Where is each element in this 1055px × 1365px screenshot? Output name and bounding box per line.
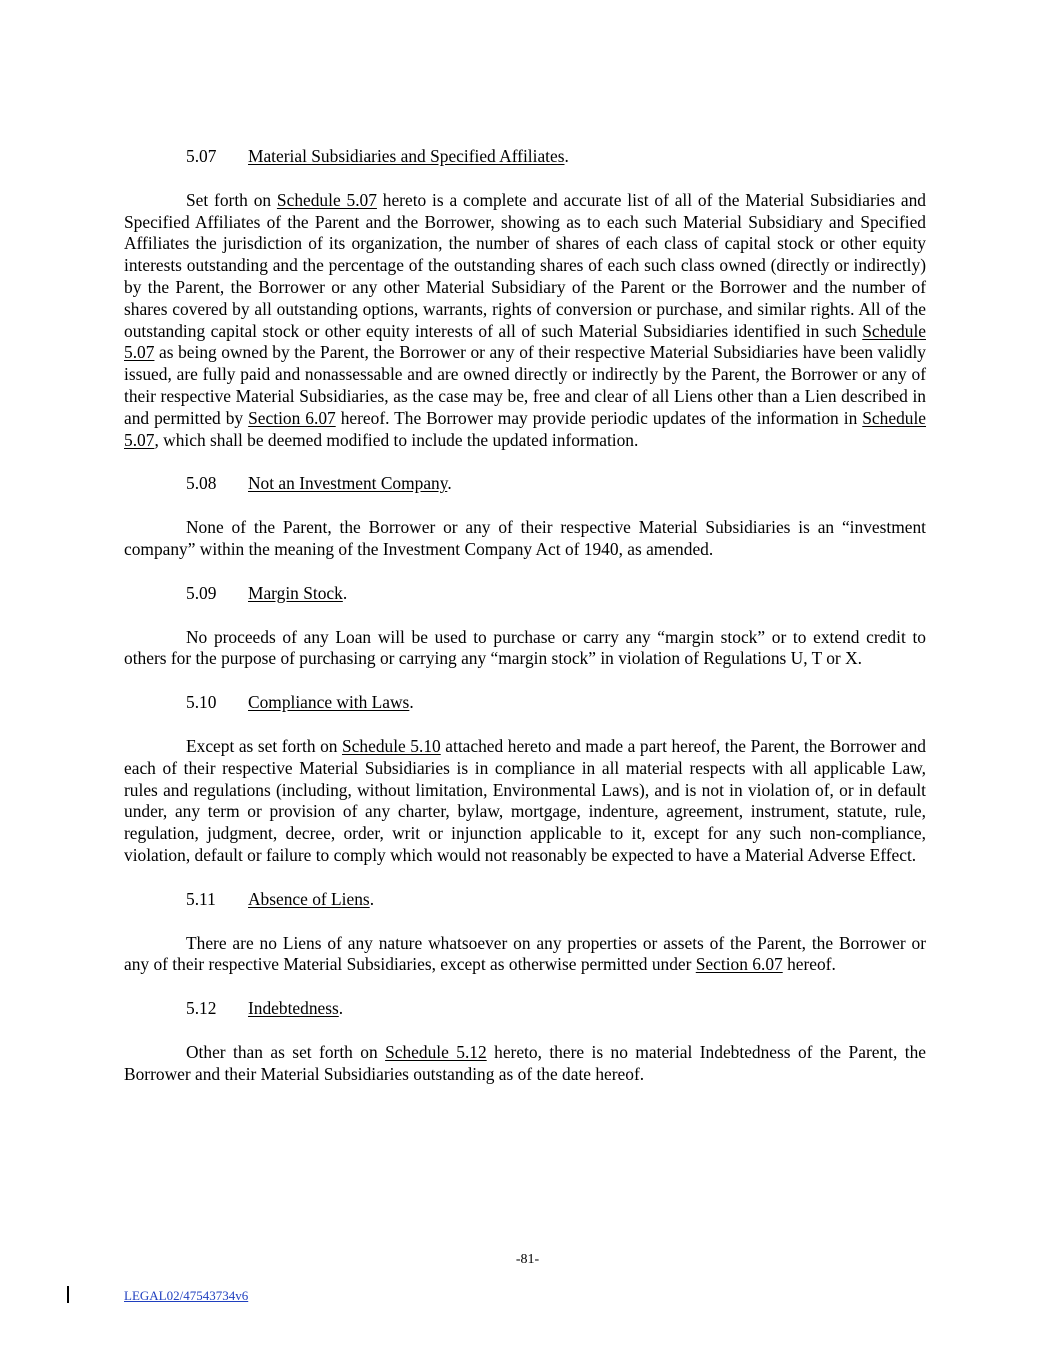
- paragraph-text: None of the Parent, the Borrower or any of their respective Material Subsidiaries is an “investment company” within the meaning of the Investment Company Act of 1940, as amended.: [124, 517, 926, 559]
- paragraph-text: hereof.: [782, 954, 836, 975]
- paragraph-text: Set forth on: [186, 189, 277, 210]
- paragraph-text: Except as set forth on: [186, 735, 343, 756]
- cross-reference: Schedule 5.12: [385, 1041, 487, 1062]
- cross-reference: Section 6.07: [695, 954, 783, 975]
- cross-reference: Schedule 5.07: [124, 407, 927, 450]
- paragraph-text: as being owned by the Parent, the Borrower or any of their respective Material Subsidiaries have been validly issued, are fully paid and nonassessable and are owned directly or indirectly by the Parent, the Borrower or any of their respective Material Subsidiaries, as the case may be, free and clear of all Liens other than a Lien described in and permitted by: [124, 342, 926, 428]
- section-title: Indebtedness: [248, 998, 339, 1019]
- paragraph-text: hereof. The Borrower may provide periodic updates of the information in: [335, 407, 863, 428]
- cross-reference: Schedule 5.07: [124, 320, 926, 363]
- section-number: 5.12: [186, 998, 217, 1019]
- page-number: -81-: [515, 1252, 540, 1267]
- section-paragraph: [124, 933, 926, 977]
- section-number: 5.10: [186, 692, 217, 713]
- section-paragraph: [124, 517, 926, 561]
- document-id: LEGAL02/47543734v6: [124, 1288, 249, 1303]
- section-heading: 5.09 Margin Stock.: [186, 582, 348, 603]
- section-paragraph: [124, 190, 926, 452]
- section-title: Material Subsidiaries and Specified Affiliates: [248, 146, 565, 166]
- section-title: Margin Stock: [248, 582, 343, 603]
- paragraph-text: Other than as set forth on: [186, 1041, 386, 1062]
- cross-reference: Schedule 5.10: [342, 735, 441, 756]
- section-heading: 5.12 Indebtedness.: [186, 998, 344, 1019]
- section-heading: 5.11 Absence of Liens.: [186, 888, 375, 909]
- section-title: Not an Investment Company: [248, 473, 448, 494]
- section-title: Absence of Liens: [248, 888, 370, 909]
- section-paragraph: [124, 1042, 926, 1086]
- paragraph-text: hereto, there is no material Indebtedness of the Parent, the Borrower and their Material Subsidiaries outstanding as of the date hereof.: [124, 1041, 927, 1084]
- paragraph-text: No proceeds of any Loan will be used to purchase or carry any “margin stock” or to extend credit to others for the purpose of purchasing or carrying any “margin stock” in violation of Regulations U, T or X.: [124, 626, 926, 669]
- section-number: 5.07: [186, 146, 217, 166]
- cross-reference: Section 6.07: [248, 407, 336, 428]
- section-heading: 5.08 Not an Investment Company.: [186, 473, 452, 494]
- cross-reference: Schedule 5.07: [276, 189, 377, 210]
- section-title: Compliance with Laws: [248, 692, 410, 713]
- section-number: 5.11: [186, 888, 216, 909]
- section-heading: 5.10 Compliance with Laws.: [186, 692, 414, 713]
- document-body: [124, 146, 926, 1108]
- section-heading: 5.07 Material Subsidiaries and Specified Affiliates.: [186, 146, 569, 166]
- revision-bar: [67, 1286, 69, 1303]
- section-number: 5.09: [186, 582, 217, 603]
- section-number: 5.08: [186, 473, 217, 494]
- section-paragraph: [124, 627, 926, 671]
- paragraph-text: hereto is a complete and accurate list of all of the Material Subsidiaries and Specified Affiliates of the Parent and the Borrower, showing as to each such Material Subsidiary and Specified Affiliates the jurisdiction of its organization, the number of shares of each class of capital stock or other equity interests outstanding and the percentage of the outstanding shares of each such class owned (directly or indirectly) by the Parent, the Borrower or any other Material Subsidiary of the Parent or the Borrower and the number of shares covered by all outstanding options, warrants, rights of conversion or purchase, and similar rights. All of the outstanding capital stock or other equity interests of all of such Material Subsidiaries identified in such: [124, 189, 926, 341]
- section-paragraph: [124, 736, 926, 867]
- sections-container: [124, 146, 926, 1086]
- paragraph-text: attached hereto and made a part hereof, the Parent, the Borrower and each of their respective Material Subsidiaries is in compliance in all material respects with all applicable Law, rules and regulations (including, without limitation, Environmental Laws), and is not in violation of, or in default under, any term or provision of any charter, bylaw, mortgage, indenture, agreement, instrument, statute, rule, regulation, judgment, decree, order, writ or injunction applicable to it, except for any such non-compliance, violation, default or failure to comply which would not reasonably be expected to have a Material Adverse Effect.: [124, 735, 926, 865]
- paragraph-text: There are no Liens of any nature whatsoever on any properties or assets of the Parent, the Borrower or any of their respective Material Subsidiaries, except as otherwise permitted under: [124, 932, 926, 975]
- paragraph-text: , which shall be deemed modified to include the updated information.: [154, 429, 639, 450]
